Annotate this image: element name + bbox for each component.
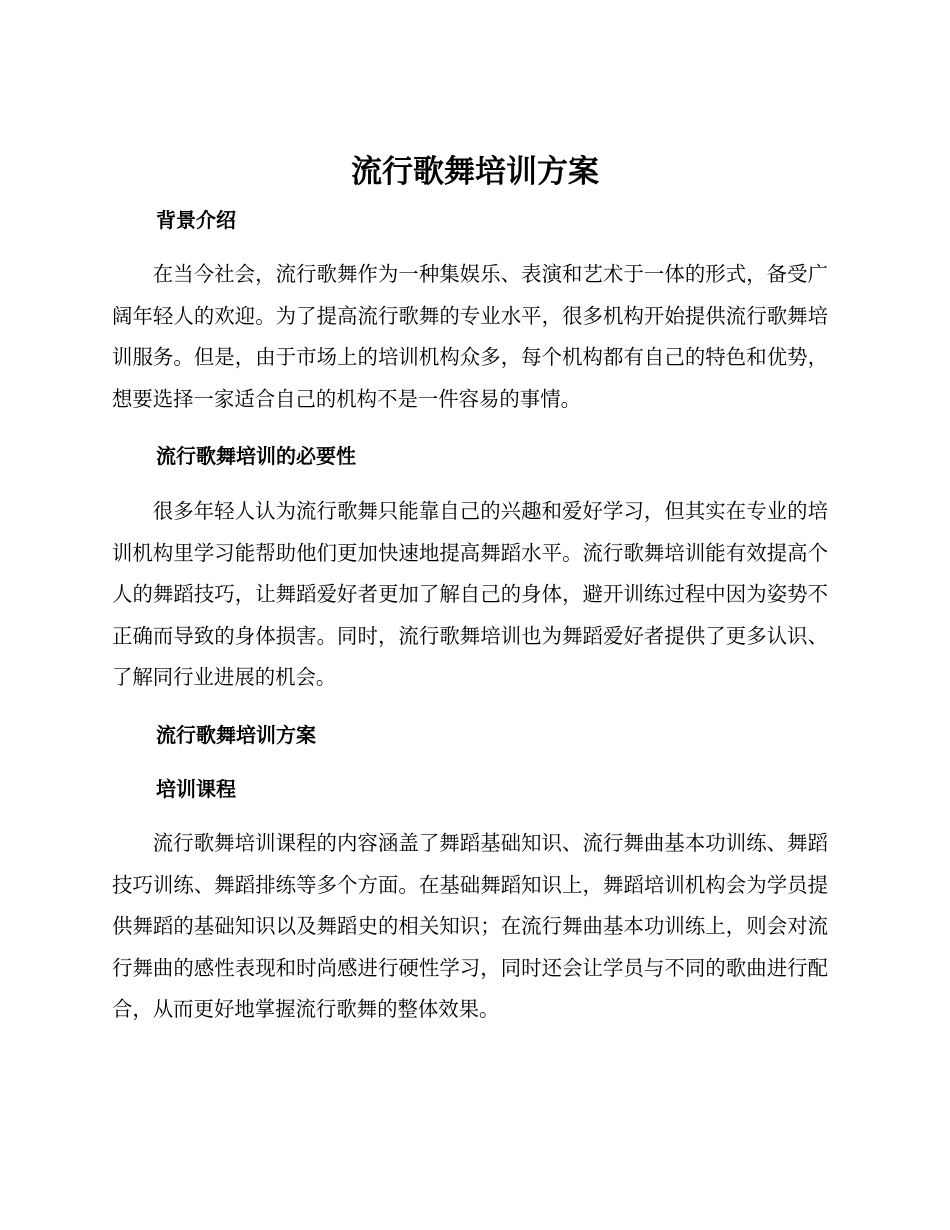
section-paragraph-necessity: 很多年轻人认为流行歌舞只能靠自己的兴趣和爱好学习，但其实在专业的培训机构里学习能帮助他们更加快速地提高舞蹈水平。流行歌舞培训能有效提高个人的舞蹈技巧，让舞蹈爱好者更加了解自己的身体，避开训练过程中因为姿势不正确而导致的身体损害。同时，流行歌舞培训也为舞蹈爱好者提供了更多认识、了解同行业进展的机会。 <box>112 499 828 689</box>
section-heading-plan: 流行歌舞培训方案 <box>156 723 316 747</box>
document-title: 流行歌舞培训方案 <box>351 154 599 190</box>
section-heading-background: 背景介绍 <box>156 208 236 232</box>
section-heading-courses: 培训课程 <box>156 777 236 801</box>
section-paragraph-background: 在当今社会，流行歌舞作为一种集娱乐、表演和艺术于一体的形式，备受广阔年轻人的欢迎。为了提高流行歌舞的专业水平，很多机构开始提供流行歌舞培训服务。但是，由于市场上的培训机构众多，每个机构都有自己的特色和优势，想要选择一家适合自己的机构不是一件容易的事情。 <box>112 262 828 411</box>
section-paragraph-courses: 流行歌舞培训课程的内容涵盖了舞蹈基础知识、流行舞曲基本功训练、舞蹈技巧训练、舞蹈排练等多个方面。在基础舞蹈知识上，舞蹈培训机构会为学员提供舞蹈的基础知识以及舞蹈史的相关知识；在流行舞曲基本功训练上，则会对流行舞曲的感性表现和时尚感进行硬性学习，同时还会让学员与不同的歌曲进行配合，从而更好地掌握流行歌舞的整体效果。 <box>112 831 828 1021</box>
section-heading-necessity: 流行歌舞培训的必要性 <box>156 444 356 468</box>
